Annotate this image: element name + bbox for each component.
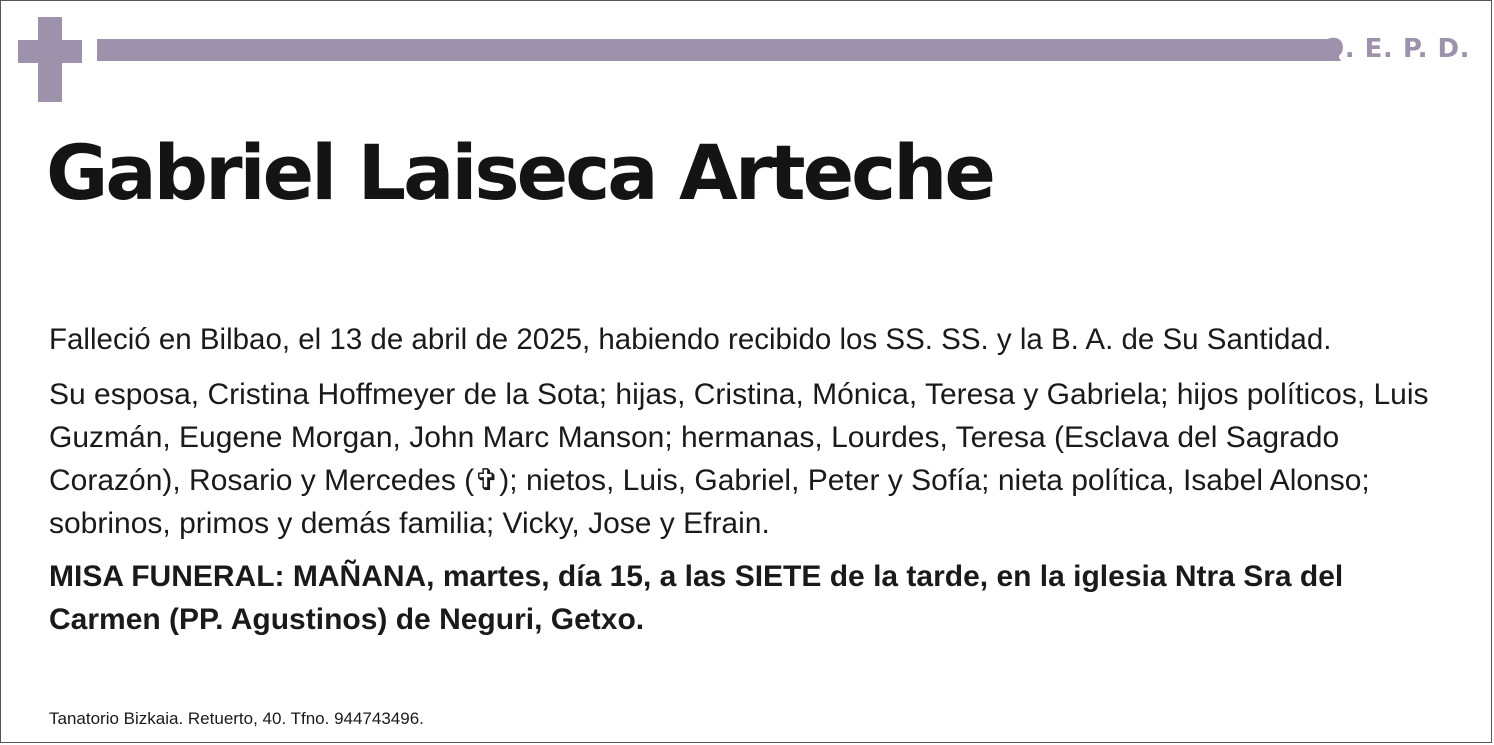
qepd-label: Q. E. P. D. [1322,34,1470,64]
funeral-home-footer: Tanatorio Bizkaia. Retuerto, 40. Tfno. 944743496. [49,709,424,728]
family-list: Su esposa, Cristina Hoffmeyer de la Sota; hijas, Cristina, Mónica, Teresa y Gabriela; hijos políticos, Luis Guzmán, Eugene Morgan, John Marc Manson; hermanas, Lourdes, Teresa (Esclava del Sagrado Corazón), Rosario y Mercedes (✞); nietos, Luis, Gabriel, Peter y Sofía; nieta política, Isabel Alonso; sobrinos, primos y demás familia; Vicky, Jose y Efrain. [49,378,1429,540]
funeral-mass-info: MISA FUNERAL: MAÑANA, martes, día 15, a las SIETE de la tarde, en la iglesia Ntra Sra del Carmen (PP. Agustinos) de Neguri, Getxo. [49,560,1344,636]
death-notice: Falleció en Bilbao, el 13 de abril de 2025, habiendo recibido los SS. SS. y la B. A. de Su Santidad. [49,323,1332,356]
header-bar [97,39,1339,61]
cross-icon [18,17,82,102]
deceased-name: Gabriel Laiseca Arteche [46,128,993,217]
